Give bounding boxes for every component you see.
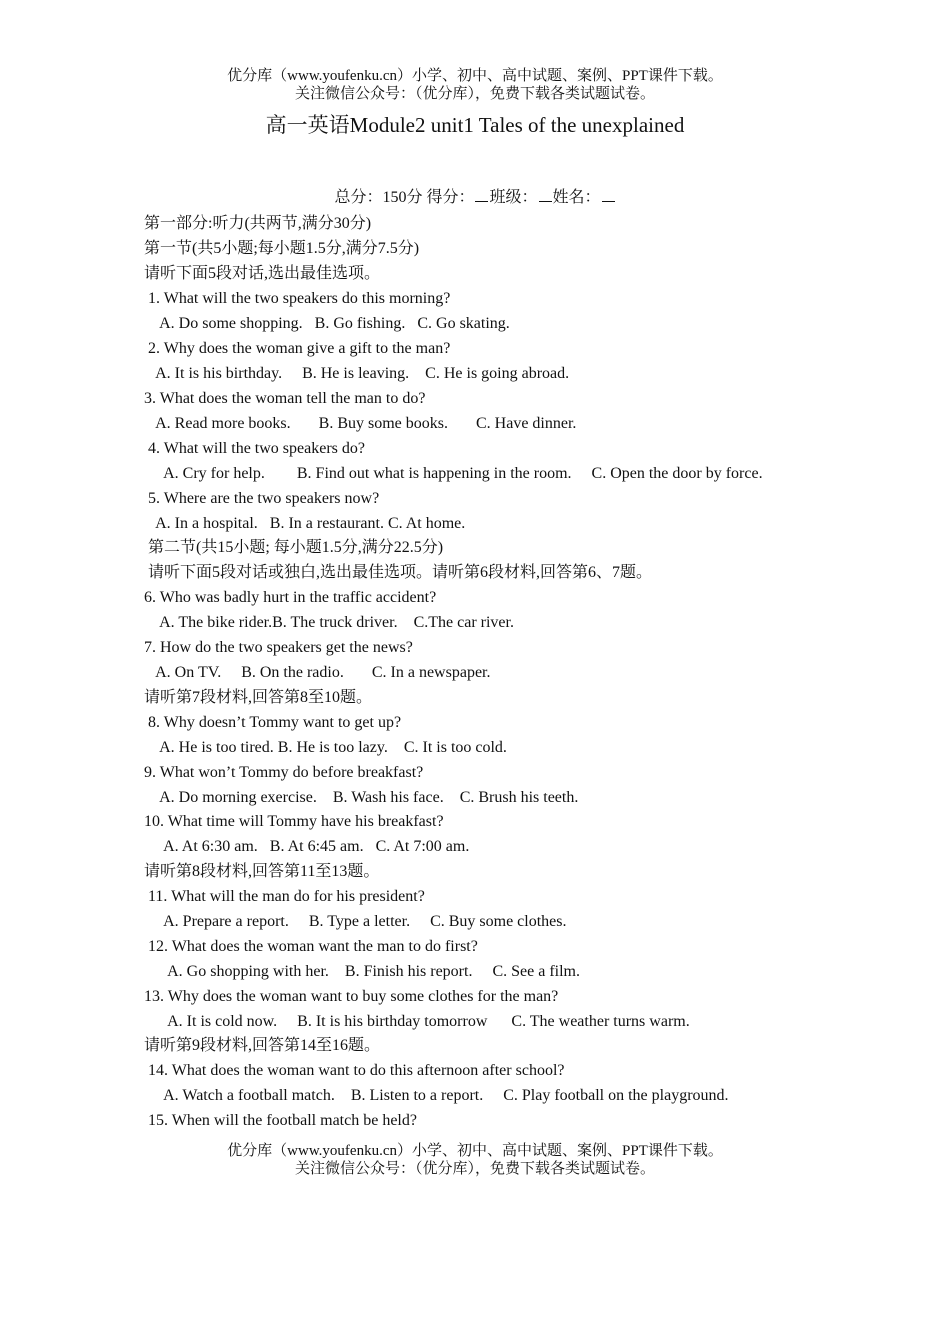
question-15: 15. When will the football match be held? xyxy=(144,1112,417,1129)
question-13: 13. Why does the woman want to buy some clothes for the man? xyxy=(144,988,559,1005)
class-blank xyxy=(539,188,552,202)
question-7: 7. How do the two speakers get the news? xyxy=(144,639,413,656)
question-14: 14. What does the woman want to do this afternoon after school? xyxy=(144,1062,565,1079)
total-score-label: 总分：150分 得分： xyxy=(334,189,475,206)
question-10: 10. What time will Tommy have his breakfast? xyxy=(144,813,444,830)
score-line xyxy=(0,188,950,208)
question-11: 11. What will the man do for his president? xyxy=(144,888,425,905)
instruction: 请听下面5段对话或独白,选出最佳选项。请听第6段材料,回答第6、7题。 xyxy=(144,564,653,581)
options-4: A. Cry for help. B. Find out what is happening in the room. C. Open the door by force. xyxy=(144,465,763,482)
options-2: A. It is his birthday. B. He is leaving. C. He is going abroad. xyxy=(144,365,570,382)
question-4: 4. What will the two speakers do? xyxy=(144,440,365,457)
instruction: 请听下面5段对话,选出最佳选项。 xyxy=(144,265,381,282)
question-3: 3. What does the woman tell the man to do? xyxy=(144,390,426,407)
header-line-1: 优分库（www.youfenku.cn）小学、初中、高中试题、案例、PPT课件下载。 xyxy=(227,68,723,84)
footer-line-2: 关注微信公众号：（优分库），免费下载各类试题试卷。 xyxy=(294,1161,655,1177)
instruction: 请听第8段材料,回答第11至13题。 xyxy=(144,863,380,880)
options-1: A. Do some shopping. B. Go fishing. C. Go skating. xyxy=(144,315,510,332)
options-5: A. In a hospital. B. In a restaurant. C. At home. xyxy=(144,515,466,532)
options-6: A. The bike rider.B. The truck driver. C.The car river. xyxy=(144,614,514,631)
instruction: 请听第7段材料,回答第8至10题。 xyxy=(144,689,373,706)
options-14: A. Watch a football match. B. Listen to a report. C. Play football on the playground. xyxy=(144,1087,729,1104)
class-label: 班级： xyxy=(489,189,538,206)
options-13: A. It is cold now. B. It is his birthday tomorrow C. The weather turns warm. xyxy=(144,1013,690,1030)
section-heading: 第二节(共15小题; 每小题1.5分,满分22.5分) xyxy=(144,539,444,556)
options-12: A. Go shopping with her. B. Finish his report. C. See a film. xyxy=(144,963,580,980)
options-3: A. Read more books. B. Buy some books. C. Have dinner. xyxy=(144,415,577,432)
options-8: A. He is too tired. B. He is too lazy. C. It is too cold. xyxy=(144,739,507,756)
page-title: 高一英语Module2 unit1 Tales of the unexplained xyxy=(265,113,685,137)
section-heading: 第一部分:听力(共两节,满分30分) xyxy=(144,215,372,232)
footer-line-1: 优分库（www.youfenku.cn）小学、初中、高中试题、案例、PPT课件下载。 xyxy=(227,1143,723,1159)
question-1: 1. What will the two speakers do this morning? xyxy=(144,290,451,307)
header-line-2: 关注微信公众号：（优分库），免费下载各类试题试卷。 xyxy=(294,86,655,102)
question-6: 6. Who was badly hurt in the traffic accident? xyxy=(144,589,437,606)
question-8: 8. Why doesn’t Tommy want to get up? xyxy=(144,714,402,731)
instruction: 请听第9段材料,回答第14至16题。 xyxy=(144,1037,381,1054)
score-blank xyxy=(475,188,488,202)
options-7: A. On TV. B. On the radio. C. In a newspaper. xyxy=(144,664,491,681)
options-9: A. Do morning exercise. B. Wash his face. C. Brush his teeth. xyxy=(144,789,579,806)
name-blank xyxy=(602,188,615,202)
section-heading: 第一节(共5小题;每小题1.5分,满分7.5分) xyxy=(144,240,420,257)
options-11: A. Prepare a report. B. Type a letter. C. Buy some clothes. xyxy=(144,913,567,930)
options-10: A. At 6:30 am. B. At 6:45 am. C. At 7:00 am. xyxy=(144,838,470,855)
question-9: 9. What won’t Tommy do before breakfast? xyxy=(144,764,424,781)
question-2: 2. Why does the woman give a gift to the man? xyxy=(144,340,451,357)
question-5: 5. Where are the two speakers now? xyxy=(144,490,380,507)
question-12: 12. What does the woman want the man to do first? xyxy=(144,938,478,955)
name-label: 姓名： xyxy=(552,189,601,206)
